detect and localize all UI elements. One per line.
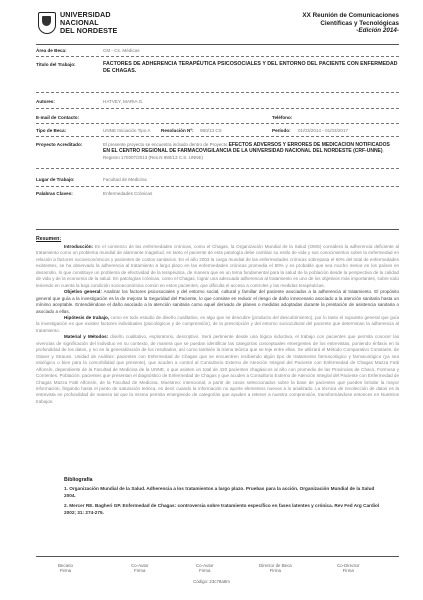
divider	[36, 123, 399, 124]
bibliography-item: 2. Mercer RE. Bagheri GP. Enfermedad de Chagas: controversia sobre tratamiento específico en fases latentes y crónica. Rev Fed Arg Cardiol 2002; 31: 274-275.	[64, 503, 380, 515]
methods-paragraph: Material y Métodos: diseño cualitativo, exploratorio, descriptivo. Será pertinente desde una lógica inductiva, el trabajo con pacientes que permita conocer las vivencias de significación del individuo en su contexto, de manera que se puedan identificar las categorías conceptuales emergentes de los entrevistas, poniendo énfasis en la profundidad de los datos, y no en la generalización de los resultados, así como también la trama teórica que se teje entre ellas. Se utilizará el Método Comparativo Constante, de Glaser y Strauss. Unidad de Análisis: pacientes con Enfermedad de Chagas que se encuentren recibiendo algún tipo de tratamiento farmacológico y farmacológico (ya sea etiológico o bien para la comorbilidad que presente), que acuden a control al Consultorio Externo de Atención Integral del Paciente con Enfermedad de Chagas Mazza Fatti Alfonsín, dependiente de la Facultad de Medicina de la UNNE, o que asisten un total de 420 pacientes chagásicos al año con promedio de las Provincias de Chaco, Formosa y Corrientes. Población: pacientes que presentan el diagnóstico de Enfermedad de Chagas y que acuden a Consultorio Externo de Atención Integral del Paciente con Enfermedad de Chagas Mazza Fatti Alfonsín, de la Facultad de Medicina. Muestreo: intencional, a partir de casos seleccionados sobre la base de pacientes que pueden brindar la mayor información, llegando hasta el punto de saturación teórica, es decir cuando la información no aporte elementos nuevos a lo analizado. La técnica de recolección de datos es la entrevista en profundidad de manera tal que la misma permita emergiendo de categorías que ayuden a retener a nuestra comprensión, transformándose entonces en Nuestros trabajos.	[36, 334, 399, 404]
resolution-label: Resolución Nº:	[161, 128, 194, 133]
section-divider	[36, 229, 399, 230]
place-value: Facultad de Medicina	[103, 177, 147, 182]
hypothesis-paragraph: Hipótesis de trabajo, como en todo estudio de diseño cualitativo, es algo que se descubre (producto del descubrimiento), por lo tanto el supuesto general que guía la investigación es que existen factores individuales (psicológicos y de comprensión), de la prescripción y del entorno sociocultural del paciente que determinan la adherencia al tratamiento.	[36, 314, 399, 333]
authors-label: Autores:	[36, 99, 55, 104]
bibliography-item: 1. Organización Mundial de la Salud. Adherencia a los tratamientos a largo plazo. Pruebas para la acción. Organización Mundial de la Salud 2004.	[64, 486, 375, 498]
bibliography-list	[64, 486, 384, 520]
resumen-heading: Resumen:	[36, 236, 62, 242]
divider	[36, 108, 399, 109]
keywords-value: Enfermedades Crónicas	[103, 191, 153, 196]
phone-label: Teléfono:	[272, 115, 293, 120]
email-label: E-mail de Contacto:	[36, 115, 80, 120]
resumen-body	[36, 244, 399, 405]
divider	[36, 168, 399, 169]
document-code: Código: 23c78a8m	[193, 579, 230, 584]
place-label: Lugar de Trabajo:	[36, 177, 75, 182]
footer-divider	[36, 556, 399, 557]
university-shield-icon	[38, 12, 56, 34]
signature-coautor-2: Co-Autor Firma	[196, 563, 214, 573]
signature-becario: Becario Firma	[58, 563, 73, 573]
header-divider	[36, 44, 399, 45]
period-value: 01/03/2014 - 01/03/2017	[298, 128, 349, 133]
event-title: XX Reunión de Comunicaciones Científicas y Tecnológicas -Edición 2014-	[249, 12, 399, 35]
objective-paragraph: Objetivo general: Analizar los factores psicosociales y del entorno social, cultural y familiar del paciente asociados a la adherencia al tratamiento. El propósito general que guía a la investigación es la de mejorar la Seguridad del Paciente, lo que consiste en reducir el riesgo de daño innecesario asociado a la atención sanitaria hasta un mínimo aceptable. Entendiéndose el daño asociado a la atención sanitaria como aquel derivado de planes o medidas adoptadas durante la prestación de asistencia sanitaria o asociado a ellas.	[36, 289, 399, 314]
signature-director: Director de Beca Firma	[259, 563, 292, 573]
divider	[36, 92, 399, 93]
area-label: Área de Beca:	[36, 48, 67, 53]
work-title: FACTORES DE ADHERENCIA TERAPÉUTICA PSICOSOCIALES Y DEL ENTORNO DEL PACIENTE CON ENFERMEDAD DE CHAGAS.	[103, 61, 398, 74]
resolution-value: 980/13 CS	[200, 128, 222, 133]
bibliography-heading: Bibliografía	[64, 477, 93, 483]
divider	[36, 56, 399, 57]
period-label: Período:	[272, 128, 291, 133]
edition: -Edición 2014-	[356, 27, 399, 35]
authors-value: HATVEY, MARIA G.	[103, 99, 144, 104]
area-value: CM - Cs. Médicas	[103, 48, 140, 53]
project-label: Proyecto Acreditado:	[36, 142, 83, 147]
type-label: Tipo de Beca:	[36, 128, 67, 133]
project-title: EFECTOS ADVERSOS Y ERRORES DE MEDICACION NOTIFICADOS EN EL CENTRO REGIONAL DE FARMACOVIGILANCIA DE LA UNIVERSIDAD NACIONAL DEL NORDESTE (CRF-UNNE)	[103, 142, 390, 155]
signature-codirector: Co-Director Firma	[337, 563, 360, 573]
signature-coautor-1: Co-Autor Firma	[131, 563, 149, 573]
intro-paragraph: Introducción: En el comienzo de las enfermedades crónicas, como el Chagas, la Organización Mundial de la Salud (OMS) considera la adherencia deficiente al tratamiento como un problema mundial de alarmante magnitud, en tanto el paciente de esta patología debe cambiar su estilo de vida y sus conocimientos sobre la enfermedad en relación a factores socioeconómicos y pacientes de costos sanitarios. En el año 2003 la carga mundial de las enfermedades crónicas sobrepasa el 60% del total de enfermedades existentes, se ha observado la adherencia al tratamiento a largo plazo en las enfermedades crónicas promedia el 50% y es probable que sea mucho menor en los países en desarrollo, lo que constituye un problema de efectividad de la terapéutica, de manera que es un tema fundamental para la salud de la población desde la perspectiva de la calidad de vida y de la economía de la salud. En patologías crónicas, como el Chagas, lograr una adecuada adherencia al tratamiento es uno de los objetivos más importantes, sobre todo teniendo en cuenta la baja condición socioeconómica común en estos pacientes, que dificulta el acceso a controles y las medidas terapéuticas.	[36, 244, 400, 288]
title-label: Título del Trabajo:	[36, 62, 76, 67]
keywords-label: Palabras Claves:	[36, 191, 73, 196]
divider	[36, 136, 399, 137]
university-name: UNIVERSIDAD NACIONAL DEL NORDESTE	[60, 10, 118, 35]
divider	[36, 186, 399, 187]
project-description: El presente proyecto se encuentra incluido dentro de Proyecto EFECTOS ADVERSOS Y ERRORES DE MEDICACION NOTIFICADOS EN EL CENTRO REGIONAL DE FARMACOVIGILANCIA DE LA UNIVERSIDAD NACIONAL DEL NORDESTE (CRF-UNNE), Registro 17/I007/2013 (Res.N 980/13 C.S. UNNE)	[103, 142, 390, 160]
type-value: UNNE Iniciación Tipo A	[103, 128, 151, 133]
